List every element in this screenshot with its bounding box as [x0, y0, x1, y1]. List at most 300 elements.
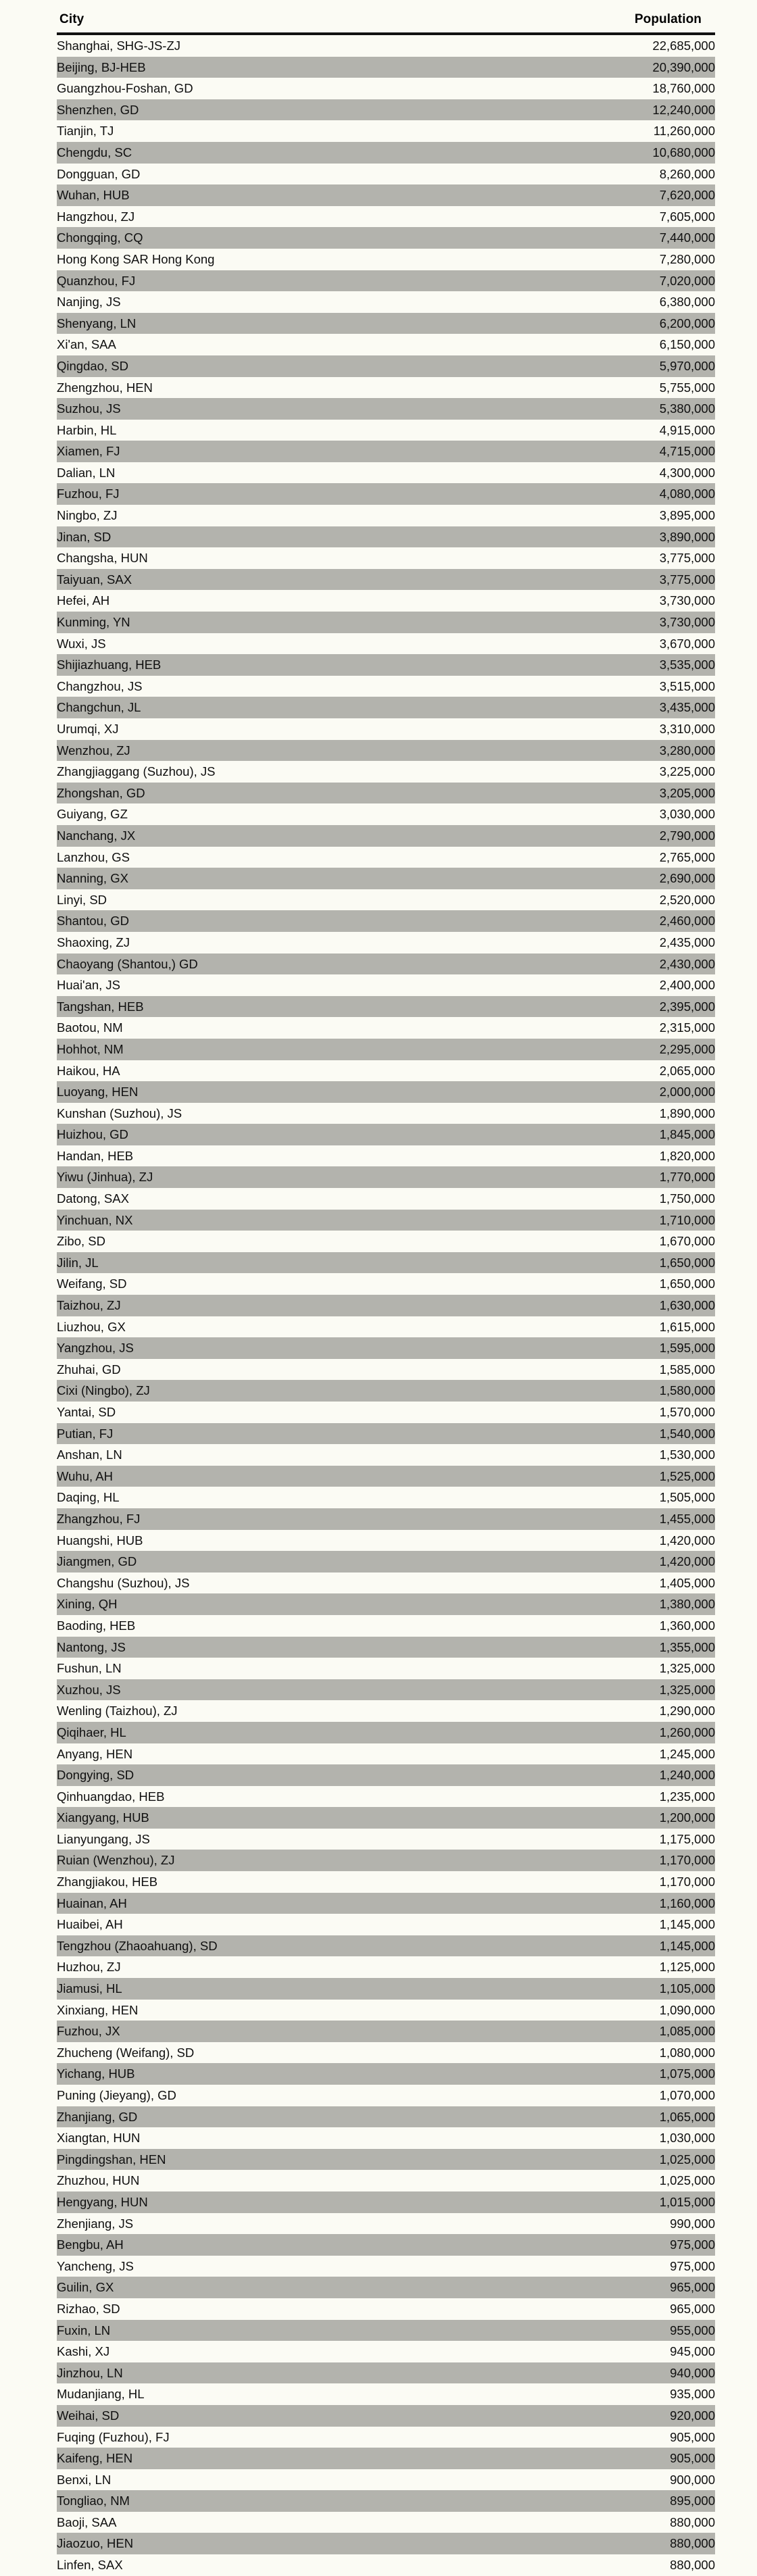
table-row[interactable] [57, 57, 715, 78]
cell-city: Hengyang, HUN [57, 2194, 148, 2209]
cell-city: Shanghai, SHG-JS-ZJ [57, 39, 181, 53]
table-row[interactable] [57, 78, 715, 99]
table-row[interactable] [57, 2277, 715, 2298]
column-header-population[interactable]: Population [492, 12, 715, 34]
cell-population: 1,420,000 [659, 1554, 715, 1569]
cell-city: Beijing, BJ-HEB [57, 59, 146, 74]
table-row[interactable] [57, 2021, 715, 2042]
cell-city: Luoyang, HEN [57, 1085, 139, 1099]
cell-population: 1,065,000 [659, 2109, 715, 2124]
table-row[interactable] [57, 249, 715, 270]
cell-population: 3,280,000 [659, 743, 715, 758]
cell-city: Wenling (Taizhou), ZJ [57, 1704, 178, 1718]
table-header-row [57, 12, 715, 34]
cell-city: Yangzhou, JS [57, 1341, 134, 1356]
cell-population: 1,585,000 [659, 1362, 715, 1377]
cell-city: Anyang, HEN [57, 1746, 133, 1761]
cell-city: Haikou, HA [57, 1063, 120, 1078]
table-row[interactable] [57, 1188, 715, 1210]
cell-city: Zhengzhou, HEN [57, 380, 153, 395]
cell-population: 1,540,000 [659, 1426, 715, 1441]
cell-city: Putian, FJ [57, 1426, 114, 1441]
cell-city: Xi'an, SAA [57, 337, 116, 352]
cell-city: Kunming, YN [57, 615, 130, 630]
table-row[interactable] [57, 1551, 715, 1572]
cell-city: Kashi, XJ [57, 2344, 110, 2359]
table-row[interactable] [57, 1593, 715, 1615]
cell-city: Zhuhai, GD [57, 1362, 121, 1377]
cell-population: 880,000 [670, 2558, 715, 2573]
cell-city: Tangshan, HEB [57, 999, 144, 1014]
table-row[interactable] [57, 1978, 715, 2000]
cell-population: 3,435,000 [659, 700, 715, 715]
cell-population: 22,685,000 [652, 39, 715, 53]
cell-population: 1,290,000 [659, 1704, 715, 1718]
table-row[interactable] [57, 1850, 715, 1871]
cell-population: 2,315,000 [659, 1020, 715, 1035]
cell-population: 7,605,000 [659, 209, 715, 224]
cell-population: 1,015,000 [659, 2194, 715, 2209]
table-row[interactable] [57, 2490, 715, 2512]
cell-population: 905,000 [670, 2429, 715, 2444]
cell-city: Shijiazhuang, HEB [57, 658, 162, 672]
table-row[interactable] [57, 1060, 715, 1082]
cell-population: 880,000 [670, 2536, 715, 2551]
cell-city: Daqing, HL [57, 1490, 120, 1505]
table-row[interactable] [57, 526, 715, 548]
table-row[interactable] [57, 590, 715, 612]
cell-city: Qinhuangdao, HEB [57, 1789, 165, 1804]
cell-city: Xinxiang, HEN [57, 2002, 139, 2017]
city-population-table [57, 12, 715, 2576]
cell-city: Ningbo, ZJ [57, 508, 118, 523]
table-row[interactable] [57, 34, 715, 57]
table-row[interactable] [57, 2383, 715, 2405]
cell-city: Zhenjiang, JS [57, 2216, 134, 2231]
table-row[interactable] [57, 1679, 715, 1701]
table-row[interactable] [57, 1658, 715, 1679]
cell-population: 1,070,000 [659, 2088, 715, 2102]
table-row[interactable] [57, 1743, 715, 1765]
table-row[interactable] [57, 1402, 715, 1423]
table-row[interactable] [57, 2469, 715, 2491]
table-row[interactable] [57, 2341, 715, 2362]
cell-population: 7,280,000 [659, 251, 715, 266]
cell-city: Yinchuan, NX [57, 1212, 133, 1227]
table-row[interactable] [57, 2533, 715, 2554]
cell-population: 1,125,000 [659, 1960, 715, 1975]
table-row[interactable] [57, 847, 715, 868]
column-header-city[interactable]: City [57, 12, 492, 34]
cell-population: 2,430,000 [659, 956, 715, 971]
table-row[interactable] [57, 1487, 715, 1508]
table-row[interactable] [57, 2191, 715, 2213]
table-row[interactable] [57, 996, 715, 1018]
cell-city: Nanchang, JX [57, 828, 136, 843]
cell-city: Mudanjiang, HL [57, 2387, 145, 2402]
cell-population: 2,400,000 [659, 978, 715, 993]
table-row[interactable] [57, 868, 715, 889]
cell-population: 880,000 [670, 2515, 715, 2529]
table-row[interactable] [57, 654, 715, 676]
cell-population: 975,000 [670, 2258, 715, 2273]
cell-city: Changshu (Suzhou), JS [57, 1575, 190, 1590]
cell-population: 3,730,000 [659, 615, 715, 630]
cell-population: 940,000 [670, 2365, 715, 2380]
cell-city: Xiangtan, HUN [57, 2131, 141, 2146]
table-row[interactable] [57, 2512, 715, 2533]
table-row[interactable] [57, 2170, 715, 2191]
table-row[interactable] [57, 99, 715, 121]
cell-city: Zhangjiaggang (Suzhou), JS [57, 764, 216, 779]
cell-population: 900,000 [670, 2472, 715, 2487]
cell-population: 1,420,000 [659, 1533, 715, 1547]
cell-population: 1,170,000 [659, 1853, 715, 1868]
cell-population: 12,240,000 [652, 102, 715, 117]
cell-population: 2,790,000 [659, 828, 715, 843]
population-table-container [57, 12, 715, 2576]
table-row[interactable] [57, 2298, 715, 2320]
cell-city: Tianjin, TJ [57, 124, 114, 139]
cell-population: 6,200,000 [659, 316, 715, 330]
cell-city: Handan, HEB [57, 1148, 134, 1163]
table-row[interactable] [57, 1956, 715, 1978]
table-row[interactable] [57, 1103, 715, 1124]
cell-population: 3,310,000 [659, 722, 715, 736]
table-row[interactable] [57, 1508, 715, 1530]
table-row[interactable] [57, 825, 715, 847]
table-row[interactable] [57, 1466, 715, 1487]
cell-population: 3,225,000 [659, 764, 715, 779]
table-row[interactable] [57, 953, 715, 975]
cell-population: 5,755,000 [659, 380, 715, 395]
cell-city: Bengbu, AH [57, 2237, 124, 2252]
cell-population: 4,915,000 [659, 422, 715, 437]
table-row[interactable] [57, 2213, 715, 2235]
table-row[interactable] [57, 1423, 715, 1445]
cell-city: Fuqing (Fuzhou), FJ [57, 2429, 170, 2444]
cell-population: 975,000 [670, 2237, 715, 2252]
cell-population: 6,380,000 [659, 295, 715, 309]
cell-population: 1,770,000 [659, 1170, 715, 1185]
cell-population: 1,175,000 [659, 1831, 715, 1846]
cell-population: 1,355,000 [659, 1639, 715, 1654]
table-row[interactable] [57, 974, 715, 996]
cell-city: Urumqi, XJ [57, 722, 119, 736]
cell-population: 20,390,000 [652, 59, 715, 74]
cell-population: 5,970,000 [659, 358, 715, 373]
cell-population: 1,595,000 [659, 1341, 715, 1356]
table-row[interactable] [57, 1637, 715, 1658]
table-row[interactable] [57, 547, 715, 569]
table-row[interactable] [57, 2149, 715, 2171]
cell-city: Dalian, LN [57, 465, 116, 480]
cell-population: 1,455,000 [659, 1511, 715, 1526]
table-row[interactable] [57, 1829, 715, 1850]
table-row[interactable] [57, 1273, 715, 1295]
table-row[interactable] [57, 1615, 715, 1637]
cell-population: 3,775,000 [659, 551, 715, 566]
cell-city: Zhanjiang, GD [57, 2109, 138, 2124]
table-row[interactable] [57, 1572, 715, 1594]
table-row[interactable] [57, 441, 715, 462]
table-row[interactable] [57, 1081, 715, 1103]
cell-city: Ruian (Wenzhou), ZJ [57, 1853, 175, 1868]
cell-city: Wuxi, JS [57, 636, 106, 651]
table-row[interactable] [57, 2234, 715, 2256]
cell-population: 18,760,000 [652, 81, 715, 96]
table-row[interactable] [57, 505, 715, 526]
cell-population: 1,525,000 [659, 1468, 715, 1483]
table-row[interactable] [57, 910, 715, 932]
cell-city: Benxi, LN [57, 2472, 112, 2487]
cell-population: 1,090,000 [659, 2002, 715, 2017]
cell-population: 965,000 [670, 2301, 715, 2316]
cell-city: Suzhou, JS [57, 401, 121, 416]
table-row[interactable] [57, 120, 715, 142]
cell-city: Zhangjiakou, HEB [57, 1875, 158, 1889]
cell-city: Anshan, LN [57, 1447, 122, 1462]
cell-population: 920,000 [670, 2408, 715, 2423]
cell-city: Fushun, LN [57, 1661, 122, 1676]
table-row[interactable] [57, 2320, 715, 2342]
cell-city: Baoji, SAA [57, 2515, 117, 2529]
cell-population: 2,435,000 [659, 935, 715, 949]
cell-population: 7,020,000 [659, 273, 715, 288]
table-row[interactable] [57, 2063, 715, 2085]
table-row[interactable] [57, 2127, 715, 2149]
cell-city: Kaifeng, HEN [57, 2451, 133, 2466]
cell-city: Puning (Jieyang), GD [57, 2088, 176, 2102]
table-row[interactable] [57, 2427, 715, 2448]
cell-population: 10,680,000 [652, 145, 715, 159]
cell-city: Jinan, SD [57, 529, 112, 544]
cell-population: 905,000 [670, 2451, 715, 2466]
table-row[interactable] [57, 483, 715, 505]
cell-population: 2,765,000 [659, 849, 715, 864]
cell-city: Taiyuan, SAX [57, 572, 132, 587]
cell-city: Shenyang, LN [57, 316, 137, 330]
table-row[interactable] [57, 291, 715, 313]
cell-population: 1,085,000 [659, 2024, 715, 2039]
cell-population: 1,260,000 [659, 1725, 715, 1739]
table-row[interactable] [57, 270, 715, 292]
cell-city: Wuhan, HUB [57, 188, 130, 203]
table-row[interactable] [57, 612, 715, 633]
cell-city: Yantai, SD [57, 1405, 116, 1419]
cell-city: Zhangzhou, FJ [57, 1511, 141, 1526]
cell-population: 3,030,000 [659, 807, 715, 822]
table-row[interactable] [57, 2085, 715, 2106]
cell-population: 955,000 [670, 2323, 715, 2337]
cell-city: Dongguan, GD [57, 166, 141, 181]
cell-city: Wuhu, AH [57, 1468, 113, 1483]
cell-city: Xining, QH [57, 1597, 118, 1612]
cell-population: 1,145,000 [659, 1917, 715, 1932]
table-row[interactable] [57, 2362, 715, 2384]
cell-city: Liuzhou, GX [57, 1319, 126, 1334]
cell-population: 2,520,000 [659, 892, 715, 907]
table-row[interactable] [57, 1935, 715, 1957]
cell-city: Pingdingshan, HEN [57, 2152, 166, 2166]
table-row[interactable] [57, 1871, 715, 1893]
cell-population: 945,000 [670, 2344, 715, 2359]
cell-population: 1,025,000 [659, 2152, 715, 2166]
cell-city: Chongqing, CQ [57, 230, 143, 245]
cell-population: 2,460,000 [659, 914, 715, 928]
table-row[interactable] [57, 676, 715, 697]
cell-population: 7,620,000 [659, 188, 715, 203]
cell-city: Tengzhou (Zhaoahuang), SD [57, 1938, 218, 1953]
cell-population: 3,205,000 [659, 785, 715, 800]
cell-city: Yiwu (Jinhua), ZJ [57, 1170, 153, 1185]
cell-city: Baotou, NM [57, 1020, 123, 1035]
table-row[interactable] [57, 633, 715, 655]
cell-city: Datong, SAX [57, 1191, 129, 1206]
cell-city: Guiyang, GZ [57, 807, 128, 822]
table-row[interactable] [57, 1316, 715, 1338]
cell-city: Baoding, HEB [57, 1618, 136, 1633]
table-row[interactable] [57, 142, 715, 164]
cell-city: Fuzhou, FJ [57, 487, 120, 501]
cell-population: 4,080,000 [659, 487, 715, 501]
cell-population: 1,630,000 [659, 1298, 715, 1313]
table-row[interactable] [57, 1337, 715, 1359]
table-row[interactable] [57, 184, 715, 206]
cell-city: Harbin, HL [57, 422, 117, 437]
table-row[interactable] [57, 1530, 715, 1552]
table-row[interactable] [57, 1722, 715, 1743]
table-row[interactable] [57, 355, 715, 377]
cell-city: Qingdao, SD [57, 358, 128, 373]
table-row[interactable] [57, 2554, 715, 2576]
cell-city: Taizhou, ZJ [57, 1298, 121, 1313]
cell-city: Huangshi, HUB [57, 1533, 143, 1547]
table-row[interactable] [57, 1124, 715, 1145]
cell-population: 1,890,000 [659, 1106, 715, 1120]
table-row[interactable] [57, 718, 715, 740]
table-row[interactable] [57, 1295, 715, 1316]
table-row[interactable] [57, 1786, 715, 1808]
cell-population: 1,235,000 [659, 1789, 715, 1804]
table-row[interactable] [57, 1380, 715, 1402]
table-row[interactable] [57, 1039, 715, 1060]
cell-city: Changzhou, JS [57, 678, 143, 693]
table-row[interactable] [57, 227, 715, 249]
table-row[interactable] [57, 1700, 715, 1722]
cell-population: 7,440,000 [659, 230, 715, 245]
cell-population: 1,580,000 [659, 1383, 715, 1398]
cell-city: Xuzhou, JS [57, 1682, 121, 1697]
cell-population: 3,775,000 [659, 572, 715, 587]
cell-population: 990,000 [670, 2216, 715, 2231]
table-row[interactable] [57, 420, 715, 441]
cell-city: Huai'an, JS [57, 978, 121, 993]
table-row[interactable] [57, 889, 715, 911]
table-row[interactable] [57, 803, 715, 825]
table-row[interactable] [57, 164, 715, 185]
table-row[interactable] [57, 462, 715, 484]
table-row[interactable] [57, 569, 715, 591]
table-row[interactable] [57, 783, 715, 804]
table-row[interactable] [57, 1764, 715, 1786]
table-row[interactable] [57, 334, 715, 355]
table-row[interactable] [57, 2000, 715, 2021]
table-row[interactable] [57, 1914, 715, 1935]
table-row[interactable] [57, 1807, 715, 1829]
cell-city: Lanzhou, GS [57, 849, 130, 864]
cell-city: Changchun, JL [57, 700, 141, 715]
cell-population: 1,650,000 [659, 1277, 715, 1291]
cell-population: 1,145,000 [659, 1938, 715, 1953]
cell-city: Fuxin, LN [57, 2323, 111, 2337]
cell-population: 1,170,000 [659, 1875, 715, 1889]
table-row[interactable] [57, 1145, 715, 1167]
table-row[interactable] [57, 2448, 715, 2469]
cell-city: Zhuzhou, HUN [57, 2173, 140, 2188]
cell-city: Lianyungang, JS [57, 1831, 150, 1846]
cell-city: Jiaozuo, HEN [57, 2536, 134, 2551]
table-row[interactable] [57, 2405, 715, 2427]
cell-city: Nantong, JS [57, 1639, 126, 1654]
table-row[interactable] [57, 740, 715, 762]
cell-population: 2,295,000 [659, 1041, 715, 1056]
table-row[interactable] [57, 932, 715, 953]
table-row[interactable] [57, 1444, 715, 1466]
cell-city: Kunshan (Suzhou), JS [57, 1106, 182, 1120]
cell-population: 6,150,000 [659, 337, 715, 352]
table-row[interactable] [57, 1359, 715, 1381]
cell-city: Jinzhou, LN [57, 2365, 123, 2380]
table-row[interactable] [57, 1166, 715, 1188]
table-row[interactable] [57, 398, 715, 420]
cell-population: 3,535,000 [659, 658, 715, 672]
cell-city: Jilin, JL [57, 1255, 99, 1270]
table-row[interactable] [57, 313, 715, 335]
table-row[interactable] [57, 206, 715, 228]
cell-population: 4,715,000 [659, 444, 715, 459]
table-row[interactable] [57, 1017, 715, 1039]
cell-population: 1,325,000 [659, 1682, 715, 1697]
table-row[interactable] [57, 2256, 715, 2277]
table-row[interactable] [57, 1252, 715, 1274]
cell-city: Chaoyang (Shantou,) GD [57, 956, 198, 971]
cell-population: 1,750,000 [659, 1191, 715, 1206]
table-row[interactable] [57, 697, 715, 718]
cell-population: 3,895,000 [659, 508, 715, 523]
cell-population: 1,240,000 [659, 1768, 715, 1783]
cell-population: 2,690,000 [659, 871, 715, 886]
table-row[interactable] [57, 2042, 715, 2064]
table-row[interactable] [57, 377, 715, 399]
table-row[interactable] [57, 761, 715, 783]
cell-population: 1,820,000 [659, 1148, 715, 1163]
cell-city: Huainan, AH [57, 1896, 127, 1910]
table-row[interactable] [57, 1210, 715, 1231]
cell-city: Cixi (Ningbo), ZJ [57, 1383, 150, 1398]
table-row[interactable] [57, 1893, 715, 1914]
cell-population: 1,405,000 [659, 1575, 715, 1590]
cell-city: Shenzhen, GD [57, 102, 139, 117]
table-body [57, 34, 715, 2576]
cell-population: 1,380,000 [659, 1597, 715, 1612]
cell-population: 1,325,000 [659, 1661, 715, 1676]
table-row[interactable] [57, 1231, 715, 1252]
cell-city: Nanjing, JS [57, 295, 121, 309]
cell-city: Tongliao, NM [57, 2494, 130, 2508]
cell-city: Guangzhou-Foshan, GD [57, 81, 193, 96]
table-row[interactable] [57, 2106, 715, 2128]
